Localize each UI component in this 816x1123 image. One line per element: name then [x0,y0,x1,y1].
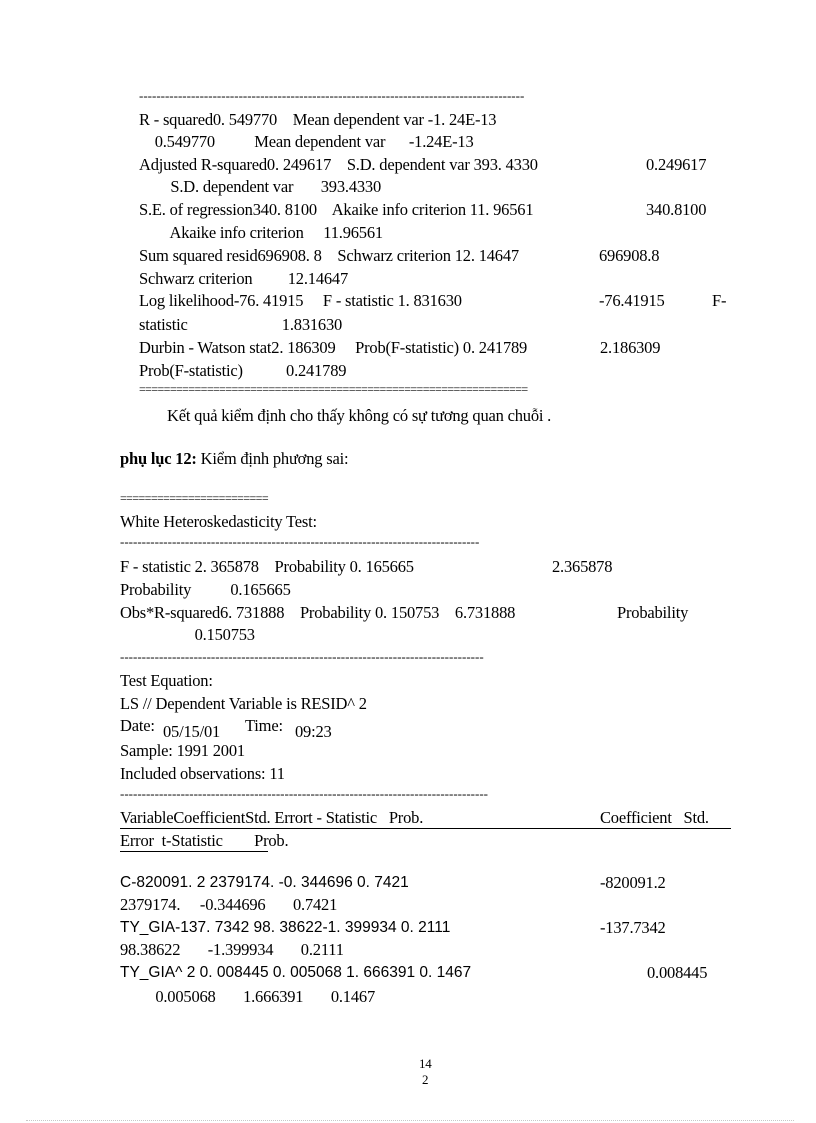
table-row: C-820091. 2 2379174. -0. 344696 0. 7421 [120,874,409,891]
time-label: Time: [245,716,283,735]
stat-line: S.D. dependent var 393.4330 [139,177,382,196]
separator-dashes: ----------------------------------------------------------------------------------- [120,534,480,549]
dependent-variable: LS // Dependent Variable is RESID^ 2 [120,694,367,713]
table-row-value: 0.008445 [647,963,708,982]
table-row-value: -820091.2 [600,873,666,892]
stat-line: statistic 1.831630 [139,315,343,334]
white-line: Probability 0.165665 [120,580,291,599]
separator-dashes: ----------------------------------------------------------------------------------------- [139,88,525,103]
date-label: Date: [120,716,155,735]
white-line: 0.150753 [120,625,255,644]
date-value: 05/15/01 [163,722,221,741]
white-line: F - statistic 2. 365878 Probability 0. 165665 [120,557,414,576]
conclusion-text: Kết quả kiểm định cho thấy không có sự tương quan chuỗi . [167,406,552,425]
included-observations: Included observations: 11 [120,764,285,783]
separator-equals: =============================================================== [139,382,528,396]
stat-line: 0.549770 Mean dependent var -1.24E-13 [139,132,474,151]
white-test-title: White Heteroskedasticity Test: [120,512,317,531]
header-underline [120,851,268,852]
stat-line: Sum squared resid696908. 8 Schwarz criterion 12. 14647 [139,246,519,265]
stat-value: 696908.8 [599,246,660,265]
stat-value: 0.249617 [646,155,707,174]
stat-line: Adjusted R-squared0. 249617 S.D. dependent var 393. 4330 [139,155,538,174]
white-value: Probability [617,603,689,622]
table-row-wrap: 2379174. -0.344696 0.7421 [120,895,338,914]
separator-equals: ======================== [120,491,269,505]
table-row-wrap: 0.005068 1.666391 0.1467 [120,987,376,1006]
page-number: 14 [419,1056,432,1071]
stat-line: Akaike info criterion 11.96561 [139,223,383,242]
stat-line: Log likelihood-76. 41915 F - statistic 1. 831630 [139,291,462,310]
page-number-sub: 2 [422,1072,429,1087]
test-equation-title: Test Equation: [120,671,213,690]
appendix-title: Kiểm định phương sai: [196,449,349,468]
footer-divider [26,1120,794,1121]
separator-dashes: ------------------------------------------------------------------------------------- [120,786,488,801]
stat-value: 2.186309 [600,338,661,357]
stat-line: Prob(F-statistic) 0.241789 [139,361,347,380]
table-header-wrap: Error t-Statistic Prob. [120,831,289,850]
table-row-wrap: 98.38622 -1.399934 0.2111 [120,940,344,959]
stat-value: F- [712,291,727,310]
appendix-label: phụ lục 12: [120,449,197,468]
stat-line: Schwarz criterion 12.14647 [139,269,349,288]
table-row-value: -137.7342 [600,918,666,937]
appendix-heading [120,451,348,468]
time-value: 09:23 [295,722,332,741]
stat-line: Durbin - Watson stat2. 186309 Prob(F-statistic) 0. 241789 [139,338,528,357]
sample-line: Sample: 1991 2001 [120,741,245,760]
stat-line: R - squared0. 549770 Mean dependent var -1. 24E-13 [139,110,497,129]
table-header: VariableCoefficientStd. Errort - Statistic Prob. [120,808,424,827]
table-row: TY_GIA-137. 7342 98. 38622-1. 399934 0. 2111 [120,919,451,936]
separator-dashes: ------------------------------------------------------------------------------------ [120,649,484,664]
stat-value: -76.41915 [599,291,665,310]
stat-value: 340.8100 [646,200,707,219]
table-header-right: Coefficient Std. [600,808,709,827]
table-row: TY_GIA^ 2 0. 008445 0. 005068 1. 666391 0. 1467 [120,964,472,981]
white-value: 2.365878 [552,557,613,576]
stat-line: S.E. of regression340. 8100 Akaike info criterion 11. 96561 [139,200,534,219]
header-underline [120,828,731,829]
white-line: Obs*R-squared6. 731888 Probability 0. 150753 6.731888 [120,603,516,622]
